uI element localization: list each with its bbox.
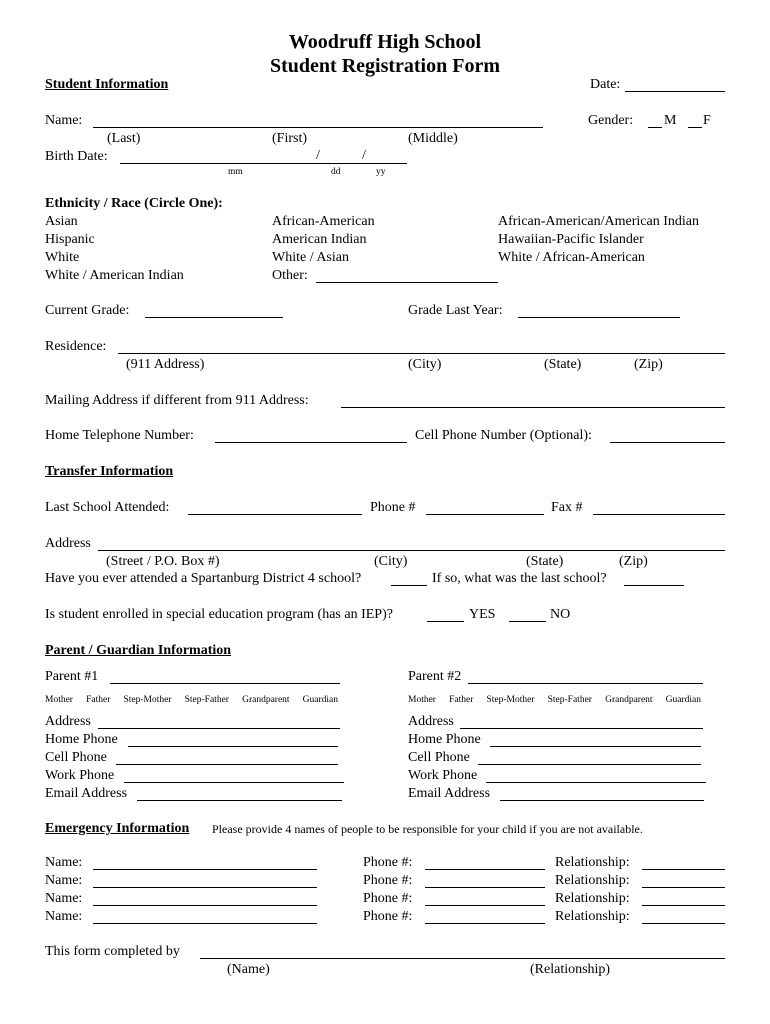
grade-last-year-field[interactable] — [518, 317, 680, 318]
birth-sub-dd: dd — [331, 167, 341, 177]
residence-label: Residence: — [45, 339, 107, 354]
transfer-sub-city: (City) — [374, 554, 408, 569]
emergency-phone-label: Phone #: — [363, 909, 413, 924]
emergency-name-label: Name: — [45, 873, 83, 888]
parent2-home-phone-field[interactable] — [490, 746, 701, 747]
birth-sub-yy: yy — [376, 167, 386, 177]
form-subtitle: Student Registration Form — [270, 55, 500, 77]
parent1-email-label: Email Address — [45, 786, 128, 801]
transfer-sub-street: (Street / P.O. Box #) — [106, 554, 220, 569]
ethnicity-option[interactable]: White / American Indian — [45, 268, 184, 283]
emergency-note: Please provide 4 names of people to be responsible for your child if you are not available. — [212, 822, 643, 836]
completed-by-sub-relationship: (Relationship) — [530, 962, 611, 977]
parent2-home-phone-label: Home Phone — [408, 732, 481, 747]
gender-f-field[interactable] — [688, 127, 702, 128]
completed-by-sub-name: (Name) — [227, 962, 270, 977]
parent1-cell-phone-field[interactable] — [116, 764, 338, 765]
emergency-name-label: Name: — [45, 909, 83, 924]
transfer-sub-state: (State) — [526, 554, 564, 569]
parent1-home-phone-field[interactable] — [128, 746, 338, 747]
parent1-name-field[interactable] — [110, 683, 340, 684]
name-sub-last: (Last) — [107, 131, 141, 146]
parent1-address-label: Address — [45, 714, 91, 729]
parent1-work-phone-field[interactable] — [124, 782, 344, 783]
emergency-relationship-field[interactable] — [642, 869, 725, 870]
transfer-phone-field[interactable] — [426, 514, 544, 515]
transfer-phone-label: Phone # — [370, 500, 416, 515]
emergency-phone-label: Phone #: — [363, 855, 413, 870]
residence-sub-city: (City) — [408, 357, 442, 372]
emergency-phone-field[interactable] — [425, 923, 545, 924]
emergency-relationship-label: Relationship: — [555, 891, 630, 906]
parent2-name-field[interactable] — [468, 683, 703, 684]
residence-sub-zip: (Zip) — [634, 357, 663, 372]
ethnicity-option[interactable]: American Indian — [272, 232, 367, 247]
parent2-cell-phone-label: Cell Phone — [408, 750, 470, 765]
emergency-relationship-label: Relationship: — [555, 873, 630, 888]
emergency-name-label: Name: — [45, 855, 83, 870]
emergency-relationship-field[interactable] — [642, 905, 725, 906]
parent2-address-field[interactable] — [460, 728, 703, 729]
parent2-cell-phone-field[interactable] — [478, 764, 701, 765]
residence-sub-address: (911 Address) — [126, 357, 205, 372]
ethnicity-option[interactable]: White / African-American — [498, 250, 645, 265]
emergency-name-field[interactable] — [93, 887, 317, 888]
emergency-relationship-field[interactable] — [642, 887, 725, 888]
parent2-work-phone-field[interactable] — [486, 782, 706, 783]
grade-last-year-label: Grade Last Year: — [408, 303, 503, 318]
parent1-address-field[interactable] — [98, 728, 340, 729]
transfer-address-field[interactable] — [98, 550, 725, 551]
gender-m-field[interactable] — [648, 127, 662, 128]
current-grade-label: Current Grade: — [45, 303, 130, 318]
home-telephone-field[interactable] — [215, 442, 407, 443]
emergency-name-label: Name: — [45, 891, 83, 906]
gender-m-label: M — [664, 113, 677, 128]
emergency-relationship-label: Relationship: — [555, 909, 630, 924]
emergency-name-field[interactable] — [93, 905, 317, 906]
date-label: Date: — [590, 77, 621, 92]
iep-question: Is student enrolled in special education program (has an IEP)? — [45, 607, 393, 622]
iep-no-label: NO — [550, 607, 571, 622]
gender-f-label: F — [703, 113, 711, 128]
emergency-phone-field[interactable] — [425, 869, 545, 870]
transfer-address-label: Address — [45, 536, 91, 551]
emergency-info-heading: Emergency Information — [45, 821, 190, 836]
name-sub-middle: (Middle) — [408, 131, 458, 146]
parent2-email-label: Email Address — [408, 786, 491, 801]
last-school-label: Last School Attended: — [45, 500, 170, 515]
transfer-info-heading: Transfer Information — [45, 464, 174, 479]
ethnicity-option[interactable]: Asian — [45, 214, 78, 229]
ethnicity-option-other[interactable]: Other: — [272, 268, 308, 283]
attended-question: Have you ever attended a Spartanburg District 4 school? — [45, 571, 362, 586]
iep-yes-label: YES — [469, 607, 496, 622]
name-sub-first: (First) — [272, 131, 307, 146]
parent2-work-phone-label: Work Phone — [408, 768, 478, 783]
emergency-phone-label: Phone #: — [363, 873, 413, 888]
parent2-email-field[interactable] — [500, 800, 704, 801]
residence-field[interactable] — [118, 353, 725, 354]
transfer-fax-label: Fax # — [551, 500, 583, 515]
date-field[interactable] — [625, 91, 725, 92]
birth-slash-2: / — [362, 148, 366, 163]
last-school-field[interactable] — [188, 514, 362, 515]
parent1-relations[interactable]: Mother Father Step-Mother Step-Father Grandparent Guardian — [45, 695, 339, 705]
gender-label: Gender: — [588, 113, 634, 128]
cell-phone-field[interactable] — [610, 442, 725, 443]
last-district-school-field[interactable] — [624, 585, 684, 586]
name-label: Name: — [45, 113, 83, 128]
attended-field[interactable] — [391, 585, 427, 586]
parent1-home-phone-label: Home Phone — [45, 732, 118, 747]
form-title: Woodruff High School — [288, 31, 482, 53]
mailing-address-label: Mailing Address if different from 911 Address: — [45, 393, 309, 408]
ethnicity-option[interactable]: Hispanic — [45, 232, 95, 247]
emergency-relationship-label: Relationship: — [555, 855, 630, 870]
transfer-fax-field[interactable] — [593, 514, 725, 515]
ethnicity-option[interactable]: African-American — [272, 214, 375, 229]
emergency-name-field[interactable] — [93, 923, 317, 924]
ethnicity-option[interactable]: White — [45, 250, 80, 265]
last-district-school-question: If so, what was the last school? — [432, 571, 607, 586]
parent2-address-label: Address — [408, 714, 454, 729]
transfer-sub-zip: (Zip) — [619, 554, 648, 569]
birth-slash-1: / — [316, 148, 320, 163]
completed-by-field[interactable] — [200, 958, 725, 959]
ethnicity-option[interactable]: Hawaiian-Pacific Islander — [498, 232, 644, 247]
mailing-address-field[interactable] — [341, 407, 725, 408]
ethnicity-other-field[interactable] — [316, 282, 498, 283]
iep-no-field[interactable] — [509, 621, 546, 622]
current-grade-field[interactable] — [145, 317, 283, 318]
student-info-heading: Student Information — [45, 77, 169, 92]
parent1-cell-phone-label: Cell Phone — [45, 750, 107, 765]
parent1-work-phone-label: Work Phone — [45, 768, 115, 783]
ethnicity-heading: Ethnicity / Race (Circle One): — [45, 196, 223, 211]
parent2-relations[interactable]: Mother Father Step-Mother Step-Father Grandparent Guardian — [408, 695, 702, 705]
completed-by-label: This form completed by — [45, 944, 180, 959]
birth-sub-mm: mm — [228, 167, 243, 177]
parent1-email-field[interactable] — [137, 800, 342, 801]
name-field[interactable] — [93, 127, 543, 128]
cell-phone-label: Cell Phone Number (Optional): — [415, 428, 592, 443]
parent2-label: Parent #2 — [408, 669, 462, 684]
parent-info-heading: Parent / Guardian Information — [45, 643, 232, 658]
emergency-name-field[interactable] — [93, 869, 317, 870]
emergency-phone-field[interactable] — [425, 887, 545, 888]
ethnicity-option[interactable]: African-American/American Indian — [498, 214, 699, 229]
home-telephone-label: Home Telephone Number: — [45, 428, 194, 443]
residence-sub-state: (State) — [544, 357, 582, 372]
ethnicity-option[interactable]: White / Asian — [272, 250, 349, 265]
emergency-relationship-field[interactable] — [642, 923, 725, 924]
iep-yes-field[interactable] — [427, 621, 464, 622]
emergency-phone-field[interactable] — [425, 905, 545, 906]
parent1-label: Parent #1 — [45, 669, 99, 684]
emergency-phone-label: Phone #: — [363, 891, 413, 906]
birth-date-label: Birth Date: — [45, 149, 108, 164]
